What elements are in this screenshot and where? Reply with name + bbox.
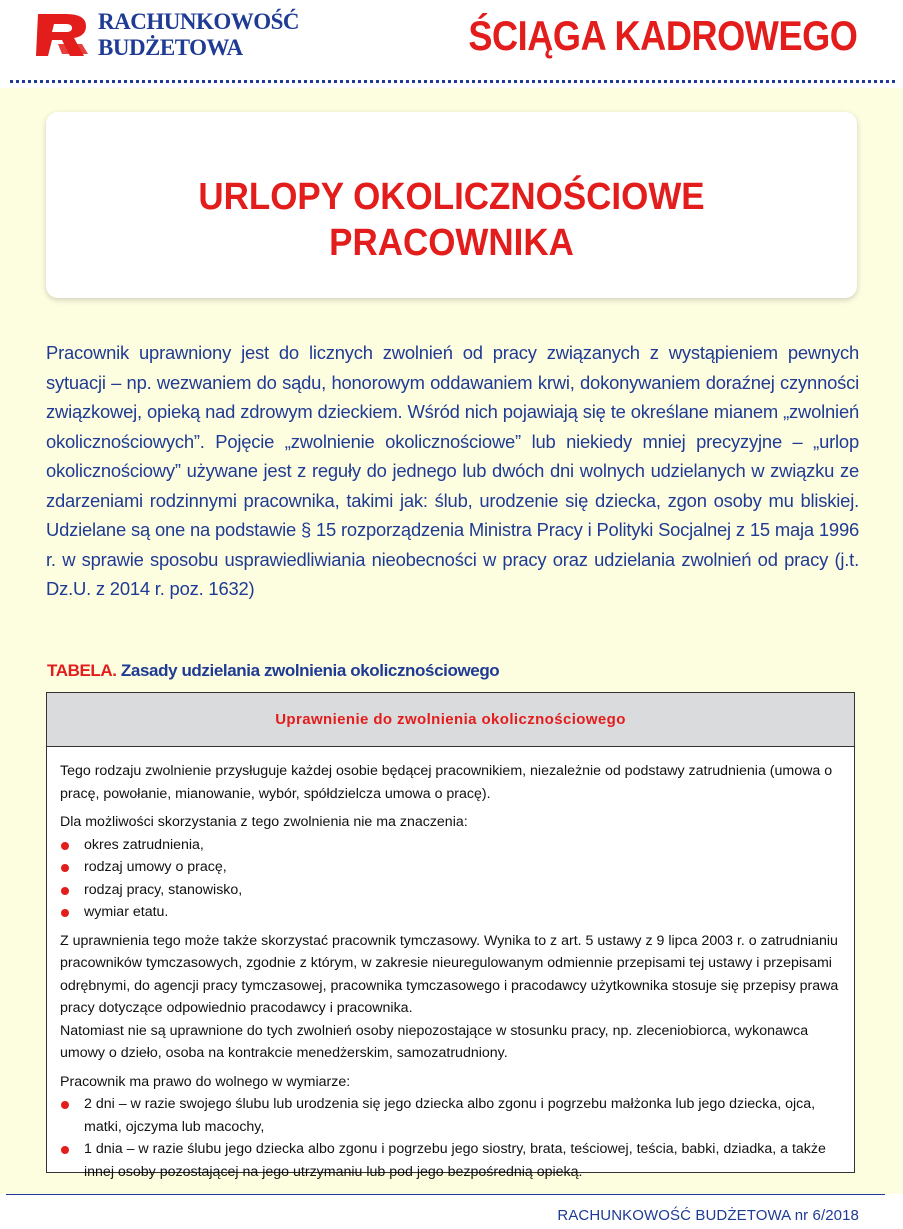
list-item: rodzaj umowy o pracę, [60, 856, 840, 879]
list-item: rodzaj pracy, stanowisko, [60, 879, 840, 902]
table-caption-text: Zasady udzielania zwolnienia okolicznościowego [116, 661, 500, 680]
brand-name [98, 9, 328, 61]
brand-line-2: BUDŻETOWA [98, 35, 243, 60]
list-item: 2 dni – w razie swojego ślubu lub urodzenia się jego dziecka albo zgonu i pogrzebu małżonka lub jego dziecka, ojca, matki, ojczyma lub macochy, [60, 1093, 840, 1138]
table-body [47, 747, 854, 1183]
list-item: okres zatrudnienia, [60, 834, 840, 857]
table-caption [47, 660, 499, 682]
eligibility-paragraph: Tego rodzaju zwolnienie przysługuje każdej osobie będącej pracownikiem, niezależnie od podstawy zatrudnienia (umowa o pracę, powołanie, mianowanie, wybór, spółdzielcza umowa o pracę). [60, 763, 833, 802]
list-item: wymiar etatu. [60, 901, 840, 924]
leave-duration-intro: Pracownik ma prawo do wolnego w wymiarze: [60, 1073, 351, 1090]
temporary-worker-paragraph: Z uprawnienia tego może także skorzystać pracownik tymczasowy. Wynika to z art. 5 ustawy z 9 lipca 2003 r. o zatrudnianiu pracowników tymczasowych, zgodnie z którym, w zakresie nieuregulowanym odmiennie przepisami tej ustawy i przepisami odrębnymi, do agencji pracy tymczasowej, pracownika tymczasowego i pracodawcy użytkownika stosuje się przepisy prawa pracy dotyczące odpowiednio pracodawcy i pracownika. [60, 932, 839, 1016]
page-title-line-2: PRACOWNIKA [329, 222, 574, 264]
footer-publication: RACHUNKOWOŚĆ BUDŻETOWA nr 6/2018 [557, 1207, 859, 1224]
dotted-divider [10, 80, 895, 83]
logo-r-icon [36, 6, 96, 62]
footer-divider [6, 1194, 885, 1195]
irrelevant-factors-intro: Dla możliwości skorzystania z tego zwolnienia nie ma znaczenia: [60, 814, 468, 830]
page-title-line-1: URLOPY OKOLICZNOŚCIOWE [198, 176, 705, 218]
intro-paragraph: Pracownik uprawniony jest do licznych zwolnień od pracy związanych z wystąpieniem pewnych sytuacji – np. wezwaniem do sądu, honorowym oddawaniem krwi, dokonywaniem doraźnej czynności związkowej, opieką nad zdrowym dzieckiem. Wśród nich pojawiają się te określane mianem „zwolnień okolicznościowych”. Pojęcie „zwolnienie okolicznościowe” lub niekiedy mniej precyzyjne – „urlop okolicznościowy” używane jest z reguły do jednego lub dwóch dni wolnych udzielanych w związku ze zdarzeniami rodzinnymi pracownika, takimi jak: ślub, urodzenie się dziecka, zgon osoby mu bliskiej. Udzielane są one na podstawie § 15 rozporządzenia Ministra Pracy i Polityki Socjalnej z 15 maja 1996 r. w sprawie sposobu usprawiedliwiania nieobecności w pracy oraz udzielania zwolnień od pracy (j.t. Dz.U. z 2014 r. poz. 1632) [46, 342, 859, 599]
irrelevant-factors-list [60, 834, 840, 924]
section-title: ŚCIĄGA KADROWEGO [467, 12, 857, 59]
list-item: 1 dnia – w razie ślubu jego dziecka albo zgonu i pogrzebu jego siostry, brata, teściowej, teścia, babki, dziadka, a także innej osoby pozostającej na jego utrzymaniu lub pod jego bezpośrednią opieką. [60, 1138, 840, 1183]
main-content [0, 88, 903, 1194]
non-eligible-paragraph: Natomiast nie są uprawnione do tych zwolnień osoby niepozostające w stosunku pracy, np. zleceniobiorca, wykonawca umowy o dzieło, osoba na kontrakcie menedżerskim, samozatrudniony. [60, 1022, 809, 1061]
brand-line-1: RACHUNKOWOŚĆ [98, 9, 300, 34]
rules-table [46, 692, 855, 1180]
page-title [78, 174, 824, 266]
leave-duration-list [60, 1093, 840, 1183]
title-card [46, 112, 857, 298]
table-header: Uprawnienie do zwolnienia okolicznościowego [47, 693, 854, 747]
page-header [0, 0, 903, 84]
table-caption-label: TABELA. [47, 661, 117, 680]
